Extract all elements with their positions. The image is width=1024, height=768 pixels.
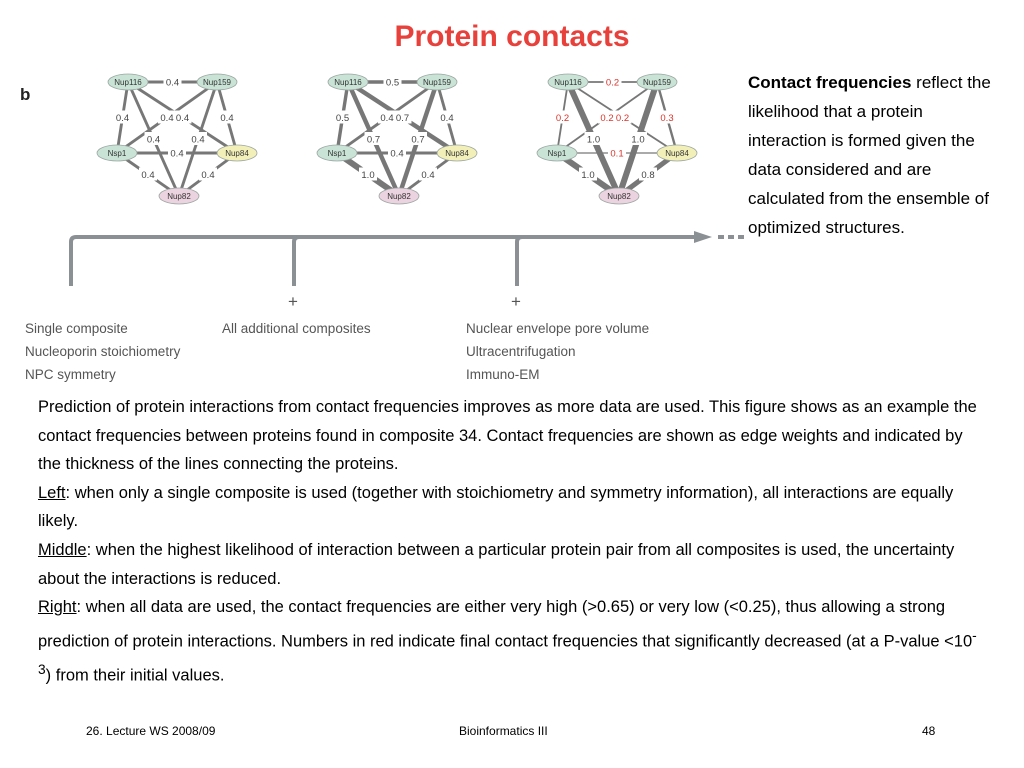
edge-label-nup159-nsp1: 0.4 (160, 113, 174, 124)
node-label-nup116: Nup116 (334, 78, 362, 87)
edge-label-nup116-nsp1: 0.4 (115, 113, 130, 124)
edge-label-nsp1-nup84: 0.4 (390, 148, 404, 160)
edge-label-nup84-nup82: 0.4 (201, 170, 215, 181)
edge-label-nsp1-nup84: 0.1 (610, 148, 624, 160)
caption-right (38, 593, 988, 690)
edge-label-nup116-nup159: 0.2 (605, 77, 620, 89)
edge-label-nup116-nup82: 1.0 (586, 134, 601, 146)
condition-item: NPC symmetry (25, 367, 116, 382)
middle-text: : when the highest likelihood of interaction between a particular protein pair from all composites is used, the uncertainty about the interactions is reduced. (38, 540, 955, 588)
contact-network-figure (0, 60, 760, 310)
conditions-left (25, 317, 180, 386)
node-label-nup84: Nup84 (445, 149, 469, 158)
contact-frequencies-note (748, 68, 998, 242)
node-label-nup116: Nup116 (114, 78, 142, 87)
edge-label-nsp1-nup82: 1.0 (581, 170, 595, 181)
edge-label-nup159-nsp1: 0.4 (380, 113, 394, 124)
network-right (537, 74, 697, 204)
node-label-nup82: Nup82 (607, 192, 631, 201)
condition-item: Nuclear envelope pore volume (466, 321, 650, 336)
edge-label-nup84-nup82: 0.4 (421, 170, 435, 181)
condition-item: Immuno-EM (466, 367, 540, 382)
node-label-nsp1: Nsp1 (327, 149, 347, 158)
edge-label-nup116-nup84: 0.7 (395, 113, 410, 124)
node-label-nup159: Nup159 (422, 78, 452, 87)
conditions-right (466, 317, 649, 386)
note-body: reflect the likelihood that a protein interaction is formed given the data considered and are calculated from the ensemble of optimized structures. (748, 73, 991, 237)
node-label-nup159: Nup159 (202, 78, 232, 87)
node-label-nsp1: Nsp1 (547, 149, 567, 158)
edge-label-nup159-nup82: 1.0 (631, 134, 645, 146)
middle-label: Middle (38, 540, 87, 559)
footer-course: Bioinformatics III (459, 724, 548, 738)
edge-label-nup116-nsp1: 0.2 (555, 113, 570, 124)
right-text-1: : when all data are used, the contact frequencies are either very high (>0.65) or very low (<0.25), thus allowing a strong prediction of protein interactions. Numbers in red indicate final contact frequencies that significantly decreased (at a P-value <10 (38, 598, 973, 651)
node-label-nup84: Nup84 (225, 149, 249, 158)
footer-page-number: 48 (922, 724, 936, 738)
edge-label-nup116-nup84: 0.2 (615, 113, 630, 124)
edge-label-nsp1-nup84: 0.4 (170, 148, 184, 160)
node-label-nup84: Nup84 (665, 149, 689, 158)
caption-intro: Prediction of protein interactions from contact frequencies improves as more data are used. This figure shows as an example the contact frequencies between proteins found in composite 34. Contact frequencies are shown as edge weights and indicated by the thickness of the lines connecting the proteins. (38, 398, 977, 474)
node-label-nup82: Nup82 (167, 192, 191, 201)
plus-sign-1: + (288, 292, 298, 311)
network-left (97, 74, 257, 204)
timeline-arrow (71, 231, 746, 286)
edge-label-nup159-nup84: 0.4 (220, 113, 234, 124)
condition-item: Ultracentrifugation (466, 344, 576, 359)
condition-item: All additional composites (222, 321, 371, 336)
caption-middle (38, 536, 988, 593)
edge-label-nup116-nup159: 0.5 (385, 77, 400, 89)
node-label-nup159: Nup159 (642, 78, 672, 87)
page-title: Protein contacts (394, 20, 630, 53)
edge-label-nsp1-nup82: 1.0 (361, 170, 375, 181)
edge-label-nup159-nup84: 0.4 (440, 113, 454, 124)
edge-label-nup84-nup82: 0.8 (641, 170, 655, 181)
panel-label: b (20, 85, 31, 104)
left-text: : when only a single composite is used (together with stoichiometry and symmetry information), all interactions are equally likely. (38, 483, 954, 531)
right-text-2: ) from their initial values. (45, 666, 225, 685)
edge-label-nup159-nsp1: 0.2 (600, 113, 614, 124)
edge-label-nup116-nup82: 0.4 (146, 134, 161, 146)
edge-label-nup116-nup159: 0.4 (165, 77, 180, 89)
network-middle (317, 74, 477, 204)
edge-label-nsp1-nup82: 0.4 (141, 170, 155, 181)
right-label: Right (38, 598, 77, 617)
figure-caption (38, 393, 988, 690)
edge-label-nup116-nsp1: 0.5 (335, 113, 350, 124)
left-label: Left (38, 483, 66, 502)
edge-label-nup159-nup82: 0.4 (191, 134, 205, 146)
node-label-nsp1: Nsp1 (107, 149, 127, 158)
caption-left (38, 479, 988, 536)
edge-label-nup116-nup82: 0.7 (366, 134, 381, 146)
footer-lecture: 26. Lecture WS 2008/09 (86, 724, 216, 738)
plus-sign-2: + (511, 292, 521, 311)
conditions-middle (222, 317, 371, 340)
edge-label-nup159-nup84: 0.3 (660, 113, 674, 124)
edge-label-nup116-nup84: 0.4 (175, 113, 190, 124)
edge-label-nup159-nup82: 0.7 (411, 134, 425, 146)
condition-item: Nucleoporin stoichiometry (25, 344, 181, 359)
right-superscript: -3 (38, 627, 977, 677)
node-label-nup82: Nup82 (387, 192, 411, 201)
note-heading: Contact frequencies (748, 73, 912, 92)
node-label-nup116: Nup116 (554, 78, 582, 87)
condition-item: Single composite (25, 321, 128, 336)
